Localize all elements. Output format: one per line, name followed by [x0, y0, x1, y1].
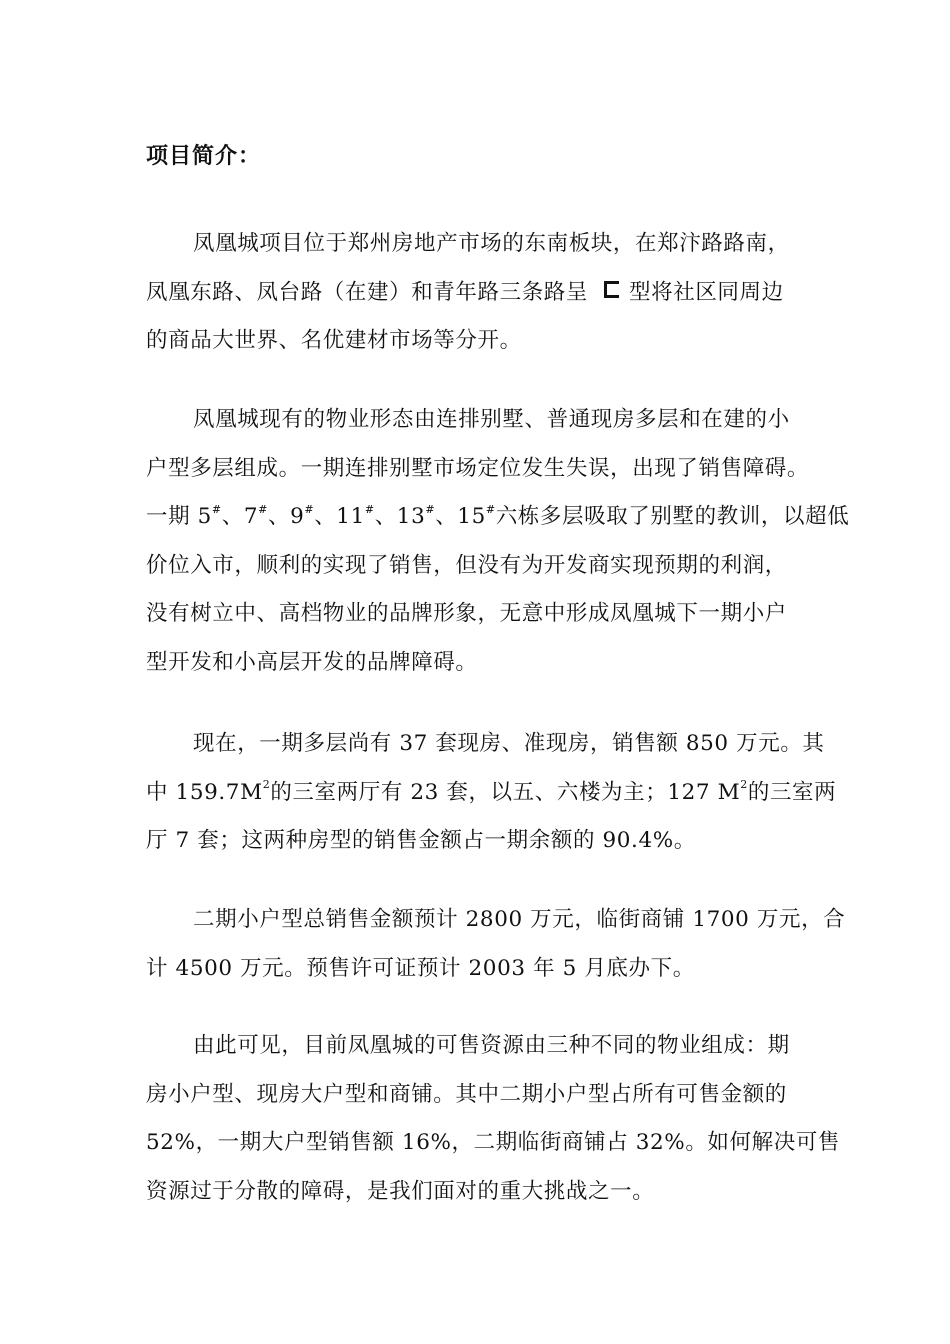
- paragraph-property-types: [146, 396, 850, 687]
- paragraph-line: 资源过于分散的障碍，是我们面对的重大挑战之一。: [146, 1178, 655, 1204]
- paragraph-line: 凤凰东路、凤台路（在建）和青年路三条路呈 型将社区同周边: [146, 279, 784, 305]
- paragraph-line: 没有树立中、高档物业的品牌形象，无意中形成凤凰城下一期小户: [146, 601, 787, 626]
- paragraph-line: 房小户型、现房大户型和商铺。其中二期小户型占所有可售金额的: [146, 1081, 787, 1107]
- paragraph-line: 现在，一期多层尚有 37 套现房、准现房，销售额 850 万元。其: [193, 731, 825, 756]
- paragraph-line: 价位入市，顺利的实现了销售，但没有为开发商实现预期的利润，: [146, 552, 787, 578]
- section-heading: 项目简介：: [146, 143, 262, 169]
- paragraph-line: 52%，一期大户型销售额 16%，二期临街商铺占 32%。如何解决可售: [146, 1130, 841, 1155]
- paragraph-line: 凤凰城项目位于郑州房地产市场的东南板块，在郑汴路路南，: [193, 231, 790, 256]
- paragraph-line: 由此可见，目前凤凰城的可售资源由三种不同的物业组成：期: [193, 1033, 790, 1058]
- paragraph-line: 一期 5#、7#、9#、11#、13#、15#六栋多层吸取了别墅的教训，以超低: [146, 502, 850, 529]
- bracket-shape-icon: [604, 281, 619, 298]
- paragraph-line: 凤凰城现有的物业形态由连排别墅、普通现房多层和在建的小: [193, 407, 790, 432]
- paragraph-line: 中 $159.7M^2$的三室两厅有 23 套，以五、六楼为主；127 $M^2$的三室两: [146, 778, 837, 805]
- paragraph-line: 厅 7 套；这两种房型的销售金额占一期余额的 90.4%。: [146, 828, 696, 853]
- paragraph-inventory: [146, 720, 836, 866]
- paragraph-line: 二期小户型总销售金额预计 2800 万元，临街商铺 1700 万元，合: [193, 907, 846, 932]
- paragraph-line: 型开发和小高层开发的品牌障碍。: [146, 649, 478, 675]
- paragraph-location: [146, 220, 836, 366]
- paragraph-conclusion: [146, 1022, 841, 1216]
- paragraph-line: 户型多层组成。一期连排别墅市场定位发生失误，出现了销售障碍。: [146, 455, 810, 481]
- paragraph-line: 计 4500 万元。预售许可证预计 2003 年 5 月底办下。: [146, 955, 695, 981]
- paragraph-line: 的商品大世界、名优建材市场等分开。: [146, 328, 522, 353]
- paragraph-phase-two: [146, 896, 846, 993]
